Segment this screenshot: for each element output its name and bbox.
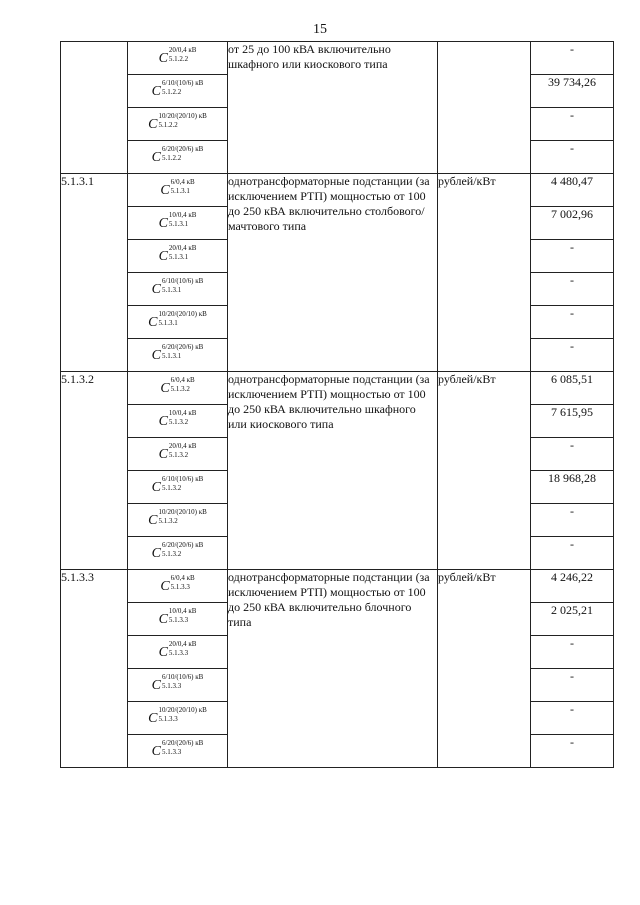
rate-symbol-formula <box>159 607 197 629</box>
rate-symbol-letter: C <box>158 216 168 231</box>
rate-value: - <box>531 141 614 174</box>
rate-symbol <box>128 108 228 141</box>
rate-symbol-indices <box>159 310 207 328</box>
item-subscript: 5.1.3.2 <box>162 484 182 492</box>
rate-symbol-letter: C <box>151 282 161 297</box>
voltage-superscript: 10/20/(20/10) кВ <box>158 112 207 120</box>
rate-symbol-letter: C <box>151 84 161 99</box>
voltage-superscript: 6/10/(10/6) кВ <box>162 673 204 681</box>
rate-symbol-formula <box>159 46 197 68</box>
item-description: от 25 до 100 кВА включительно шкафного или киоскового типа <box>228 42 438 174</box>
rate-symbol-formula <box>159 244 197 266</box>
rate-symbol-indices <box>169 442 197 460</box>
rate-symbol <box>128 372 228 405</box>
rate-symbol-letter: C <box>148 117 158 132</box>
item-code: 5.1.3.2 <box>61 372 128 570</box>
rate-symbol-letter: C <box>151 348 161 363</box>
rate-value: - <box>531 438 614 471</box>
unit-of-measure: рублей/кВт <box>438 372 531 570</box>
rate-symbol-formula <box>152 79 204 101</box>
rate-symbol-indices <box>171 178 195 196</box>
rate-symbol-letter: C <box>158 249 168 264</box>
rate-symbol-formula <box>148 112 207 134</box>
tariff-table <box>60 41 614 768</box>
item-subscript: 5.1.3.3 <box>168 616 189 624</box>
rate-value: - <box>531 735 614 768</box>
rate-symbol-formula <box>159 640 197 662</box>
rate-symbol-formula <box>160 178 194 200</box>
rate-symbol <box>128 471 228 504</box>
rate-symbol-letter: C <box>158 645 168 660</box>
unit-of-measure: рублей/кВт <box>438 570 531 768</box>
rate-symbol-indices <box>162 79 203 97</box>
item-subscript: 5.1.3.3 <box>170 583 190 591</box>
table-row <box>61 42 614 75</box>
rate-value: - <box>531 636 614 669</box>
rate-symbol-indices <box>162 145 203 163</box>
rate-symbol <box>128 207 228 240</box>
voltage-superscript: 6/20/(20/6) кВ <box>162 343 204 351</box>
voltage-superscript: 6/20/(20/6) кВ <box>162 541 204 549</box>
voltage-superscript: 10/20/(20/10) кВ <box>158 706 207 714</box>
rate-value: 2 025,21 <box>531 603 614 636</box>
rate-symbol-indices <box>162 541 203 559</box>
item-subscript: 5.1.2.2 <box>168 55 189 63</box>
voltage-superscript: 10/0,4 кВ <box>168 211 197 219</box>
rate-symbol-formula <box>152 277 204 299</box>
rate-symbol <box>128 603 228 636</box>
rate-symbol-formula <box>152 739 204 761</box>
item-subscript: 5.1.2.2 <box>162 154 182 162</box>
rate-symbol-letter: C <box>148 513 158 528</box>
rate-symbol-letter: C <box>158 51 168 66</box>
rate-symbol-formula <box>152 475 204 497</box>
rate-value: 18 968,28 <box>531 471 614 504</box>
rate-value: - <box>531 702 614 735</box>
rate-symbol <box>128 636 228 669</box>
rate-symbol-formula <box>148 706 207 728</box>
rate-symbol-indices <box>159 112 207 130</box>
rate-symbol-letter: C <box>151 744 161 759</box>
voltage-superscript: 20/0,4 кВ <box>168 46 197 54</box>
item-description: однотрансформаторные подстанции (за исключением РТП) мощностью от 100 до 250 кВА включительно шкафного или киоскового типа <box>228 372 438 570</box>
voltage-superscript: 20/0,4 кВ <box>168 442 197 450</box>
rate-symbol-letter: C <box>158 447 168 462</box>
rate-symbol-letter: C <box>151 546 161 561</box>
rate-symbol-formula <box>159 211 197 233</box>
rate-symbol-letter: C <box>158 612 168 627</box>
voltage-superscript: 10/20/(20/10) кВ <box>158 508 207 516</box>
rate-symbol-indices <box>162 475 203 493</box>
rate-symbol-formula <box>160 574 194 596</box>
rate-symbol-formula <box>152 541 204 563</box>
rate-symbol-formula <box>160 376 194 398</box>
voltage-superscript: 6/0,4 кВ <box>170 574 195 582</box>
rate-value: 7 615,95 <box>531 405 614 438</box>
item-subscript: 5.1.3.1 <box>168 220 189 228</box>
table-row <box>61 570 614 603</box>
item-subscript: 5.1.2.2 <box>158 121 178 129</box>
rate-symbol-formula <box>152 673 204 695</box>
rate-symbol <box>128 42 228 75</box>
voltage-superscript: 10/0,4 кВ <box>168 409 197 417</box>
item-subscript: 5.1.3.2 <box>158 517 178 525</box>
rate-symbol-indices <box>169 211 197 229</box>
item-code: 5.1.3.3 <box>61 570 128 768</box>
rate-value: - <box>531 273 614 306</box>
rate-symbol-indices <box>162 739 203 757</box>
item-subscript: 5.1.3.1 <box>162 352 182 360</box>
rate-symbol-formula <box>159 442 197 464</box>
rate-value: 6 085,51 <box>531 372 614 405</box>
item-subscript: 5.1.3.3 <box>158 715 178 723</box>
rate-symbol-indices <box>162 673 203 691</box>
rate-value: - <box>531 669 614 702</box>
unit-of-measure <box>438 42 531 174</box>
rate-symbol-letter: C <box>160 381 170 396</box>
rate-symbol-letter: C <box>160 579 170 594</box>
item-subscript: 5.1.3.2 <box>170 385 190 393</box>
item-description: однотрансформаторные подстанции (за исключением РТП) мощностью от 100 до 250 кВА включительно столбового/мачтового типа <box>228 174 438 372</box>
rate-value: 39 734,26 <box>531 75 614 108</box>
item-subscript: 5.1.3.3 <box>168 649 189 657</box>
item-subscript: 5.1.3.2 <box>162 550 182 558</box>
rate-symbol <box>128 405 228 438</box>
rate-symbol-indices <box>169 244 197 262</box>
item-description: однотрансформаторные подстанции (за исключением РТП) мощностью от 100 до 250 кВА включительно блочного типа <box>228 570 438 768</box>
item-subscript: 5.1.3.1 <box>168 253 189 261</box>
item-subscript: 5.1.3.1 <box>158 319 178 327</box>
voltage-superscript: 6/10/(10/6) кВ <box>162 277 204 285</box>
rate-symbol-indices <box>162 277 203 295</box>
rate-symbol <box>128 669 228 702</box>
voltage-superscript: 6/10/(10/6) кВ <box>162 475 204 483</box>
item-code: 5.1.3.1 <box>61 174 128 372</box>
item-subscript: 5.1.3.2 <box>168 451 189 459</box>
rate-value: - <box>531 504 614 537</box>
rate-symbol-indices <box>169 640 197 658</box>
rate-symbol <box>128 570 228 603</box>
rate-symbol <box>128 735 228 768</box>
rate-value: 4 480,47 <box>531 174 614 207</box>
rate-symbol <box>128 75 228 108</box>
rate-symbol <box>128 174 228 207</box>
rate-symbol-indices <box>159 706 207 724</box>
rate-symbol-letter: C <box>151 480 161 495</box>
table-row <box>61 174 614 207</box>
item-subscript: 5.1.3.2 <box>168 418 189 426</box>
rate-symbol-indices <box>162 343 203 361</box>
rate-symbol-formula <box>152 145 204 167</box>
rate-symbol <box>128 504 228 537</box>
rate-symbol-letter: C <box>158 414 168 429</box>
voltage-superscript: 6/0,4 кВ <box>170 178 195 186</box>
rate-symbol-letter: C <box>151 150 161 165</box>
voltage-superscript: 20/0,4 кВ <box>168 244 197 252</box>
item-code <box>61 42 128 174</box>
item-subscript: 5.1.3.1 <box>162 286 182 294</box>
rate-symbol-formula <box>148 508 207 530</box>
voltage-superscript: 10/0,4 кВ <box>168 607 197 615</box>
rate-symbol <box>128 141 228 174</box>
rate-value: - <box>531 240 614 273</box>
tariff-table-body <box>61 42 614 768</box>
voltage-superscript: 20/0,4 кВ <box>168 640 197 648</box>
voltage-superscript: 10/20/(20/10) кВ <box>158 310 207 318</box>
rate-symbol <box>128 273 228 306</box>
rate-symbol-indices <box>169 46 197 64</box>
rate-symbol-indices <box>171 574 195 592</box>
rate-value: - <box>531 306 614 339</box>
item-subscript: 5.1.2.2 <box>162 88 182 96</box>
table-row <box>61 372 614 405</box>
rate-symbol-formula <box>152 343 204 365</box>
voltage-superscript: 6/10/(10/6) кВ <box>162 79 204 87</box>
item-subscript: 5.1.3.1 <box>170 187 190 195</box>
item-subscript: 5.1.3.3 <box>162 682 182 690</box>
page-number: 15 <box>313 22 327 37</box>
rate-symbol-formula <box>159 409 197 431</box>
rate-symbol <box>128 537 228 570</box>
voltage-superscript: 6/20/(20/6) кВ <box>162 145 204 153</box>
rate-symbol-formula <box>148 310 207 332</box>
item-subscript: 5.1.3.3 <box>162 748 182 756</box>
rate-symbol <box>128 438 228 471</box>
rate-value: - <box>531 339 614 372</box>
rate-symbol-indices <box>159 508 207 526</box>
rate-value: 4 246,22 <box>531 570 614 603</box>
rate-symbol <box>128 240 228 273</box>
rate-symbol-letter: C <box>151 678 161 693</box>
rate-symbol <box>128 339 228 372</box>
rate-value: - <box>531 537 614 570</box>
rate-symbol-letter: C <box>148 315 158 330</box>
rate-value: 7 002,96 <box>531 207 614 240</box>
voltage-superscript: 6/0,4 кВ <box>170 376 195 384</box>
rate-symbol-indices <box>169 607 197 625</box>
rate-symbol-indices <box>171 376 195 394</box>
rate-symbol-letter: C <box>160 183 170 198</box>
rate-value: - <box>531 108 614 141</box>
rate-symbol <box>128 702 228 735</box>
rate-value: - <box>531 42 614 75</box>
voltage-superscript: 6/20/(20/6) кВ <box>162 739 204 747</box>
rate-symbol-letter: C <box>148 711 158 726</box>
rate-symbol <box>128 306 228 339</box>
unit-of-measure: рублей/кВт <box>438 174 531 372</box>
rate-symbol-indices <box>169 409 197 427</box>
